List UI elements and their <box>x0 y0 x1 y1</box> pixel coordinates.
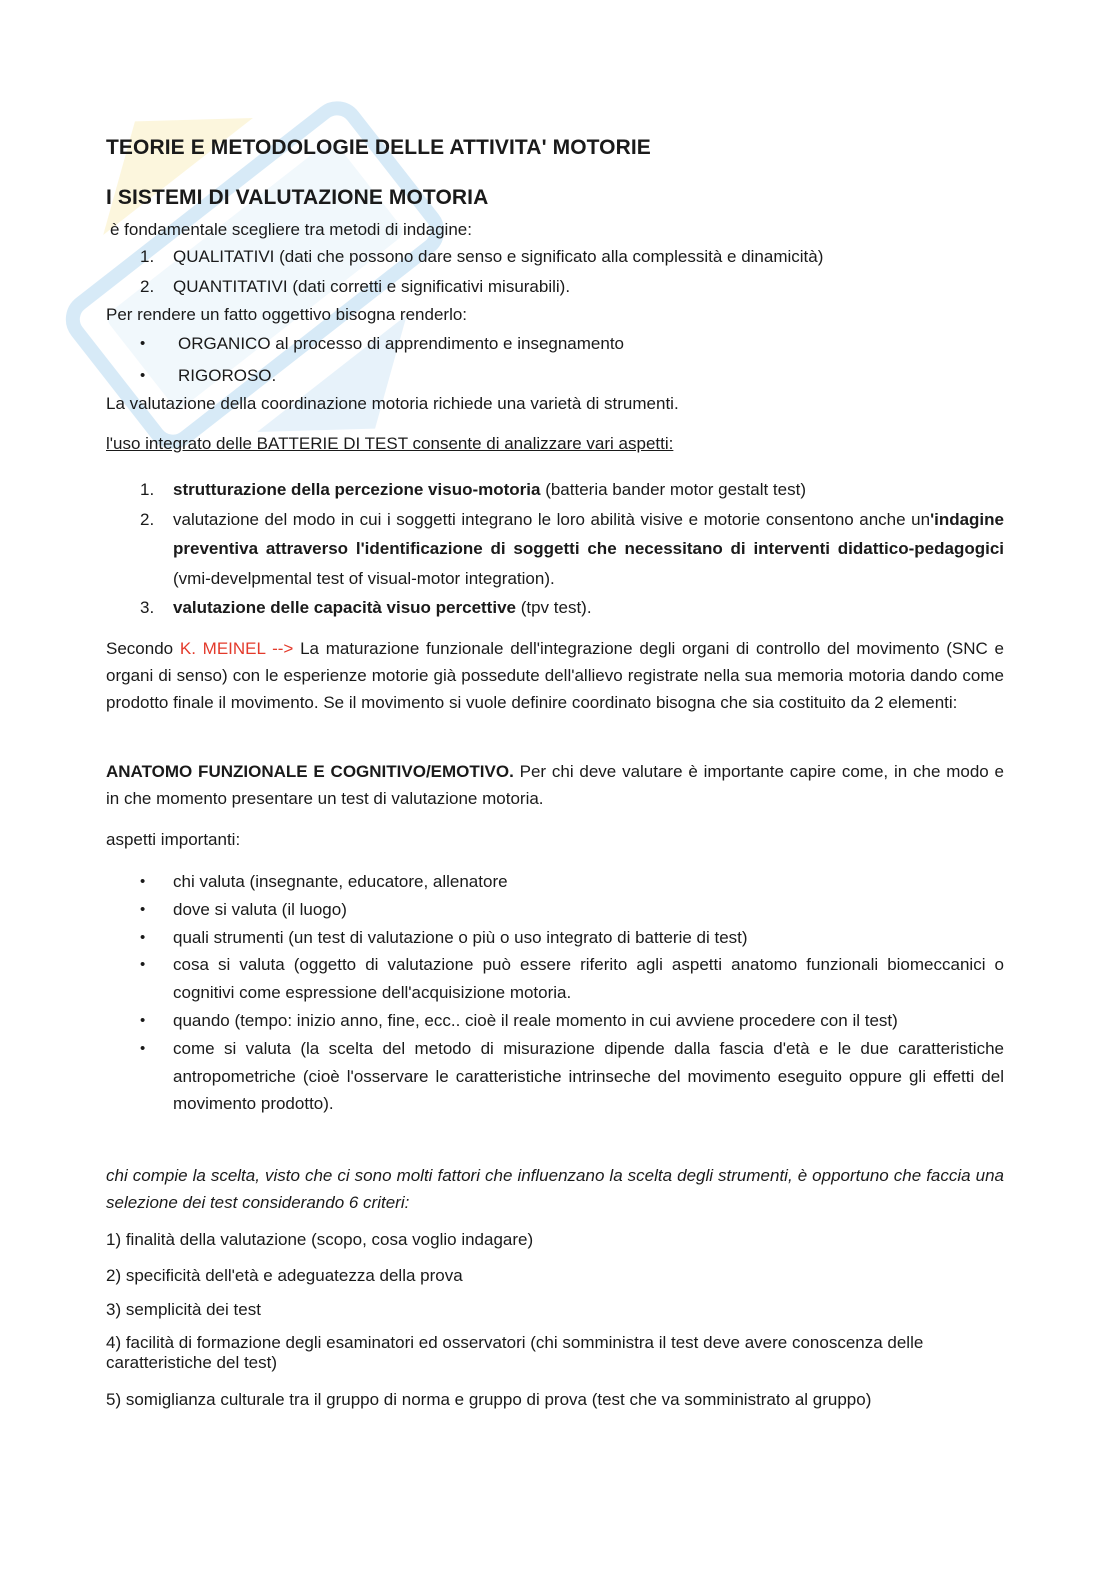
list-item: • ORGANICO al processo di apprendimento e insegnamento <box>106 330 1004 357</box>
bullet-icon: • <box>140 1039 146 1057</box>
criteria-item: 4) facilità di formazione degli esaminatori ed osservatori (chi somministra il test deve avere conoscenza delle caratteristiche del test) <box>106 1333 924 1372</box>
battery-intro: l'uso integrato delle BATTERIE DI TEST consente di analizzare vari aspetti: <box>106 434 674 453</box>
coordination-line: La valutazione della coordinazione motoria richiede una varietà di strumenti. <box>106 394 679 413</box>
bullet-icon: • <box>140 873 146 890</box>
criteria-item: 2) specificità dell'età e adeguatezza della prova <box>106 1266 463 1285</box>
list-item: 2. QUANTITATIVI (dati corretti e significativi misurabili). <box>140 277 571 296</box>
meinel-paragraph: Secondo K. MEINEL --> La maturazione funzionale dell'integrazione degli organi di controllo del movimento (SNC e organi di senso) con le esperienze motorie già possedute dell'allievo registrate nella sua memoria motoria dando come prodotto finale il movimento. Se il movimento si vuole definire coordinato bisogna che sia costituito da 2 elementi: <box>106 639 1005 712</box>
bullet-icon: • <box>140 956 146 974</box>
aspects-intro: aspetti importanti: <box>106 830 241 849</box>
criteria-item: 5) somiglianza culturale tra il gruppo di norma e gruppo di prova (test che va somministrato al gruppo) <box>106 1390 872 1409</box>
bullet-icon: • <box>140 928 146 946</box>
list-item: • quali strumenti (un test di valutazione o più o uso integrato di batterie di test) <box>106 924 1004 952</box>
bullet-icon: • <box>140 335 146 352</box>
battery-list <box>106 475 1004 623</box>
list-item: • RIGOROSO. <box>106 362 1004 389</box>
methods-list <box>106 243 1004 300</box>
author-name: K. MEINEL --> <box>179 639 294 658</box>
list-item: • come si valuta (la scelta del metodo di misurazione dipende dalla fascia d'età e le due caratteristiche antropometriche (cioè l'osservare le caratteristiche intrinseche del movimento eseguito oppure gli effetti del movimento prodotto). <box>106 1035 1004 1118</box>
list-item: 3. valutazione delle capacità visuo percettive (tpv test). <box>140 598 592 617</box>
list-item: 1. QUALITATIVI (dati che possono dare senso e significato alla complessità e dinamicità) <box>140 247 824 266</box>
list-item: 2. valutazione del modo in cui i soggetti integrano le loro abilità visive e motorie consentono anche un'indagine preventiva attraverso l'identificazione di soggetti che necessitano di interventi didattico-pedagogici (vmi-develpmental test of visual-motor integration). <box>140 509 1004 588</box>
list-item: 1. strutturazione della percezione visuo-motoria (batteria bander motor gestalt test) <box>140 480 806 499</box>
criteria-item: 3) semplicità dei test <box>106 1300 261 1319</box>
bullet-icon: • <box>140 900 146 918</box>
objective-list <box>106 330 1004 389</box>
list-item: • chi valuta (insegnante, educatore, allenatore <box>106 868 1004 896</box>
bullet-icon: • <box>140 367 146 384</box>
list-item: • dove si valuta (il luogo) <box>106 896 1004 924</box>
section-title: I SISTEMI DI VALUTAZIONE MOTORIA <box>106 186 489 209</box>
document-title: TEORIE E METODOLOGIE DELLE ATTIVITA' MOTORIE <box>106 136 651 159</box>
objective-intro: Per rendere un fatto oggettivo bisogna renderlo: <box>106 305 468 324</box>
criteria-item: 1) finalità della valutazione (scopo, cosa voglio indagare) <box>106 1230 534 1249</box>
bullet-icon: • <box>140 1011 146 1029</box>
choice-paragraph: chi compie la scelta, visto che ci sono molti fattori che influenzano la scelta degli strumenti, è opportuno che faccia una selezione dei test considerando 6 criteri: <box>106 1166 1004 1212</box>
list-item: • cosa si valuta (oggetto di valutazione può essere riferito agli aspetti anatomo funzionali biomeccanici o cognitivi come espressione dell'acquisizione motoria. <box>106 951 1004 1007</box>
aspects-list <box>106 868 1004 1118</box>
anatomo-paragraph: ANATOMO FUNZIONALE E COGNITIVO/EMOTIVO. Per chi deve valutare è importante capire come, in che modo e in che momento presentare un test di valutazione motoria. <box>106 762 1004 808</box>
list-item: • quando (tempo: inizio anno, fine, ecc.. cioè il reale momento in cui avviene procedere con il test) <box>106 1007 1004 1035</box>
intro-line: è fondamentale scegliere tra metodi di indagine: <box>110 220 472 239</box>
